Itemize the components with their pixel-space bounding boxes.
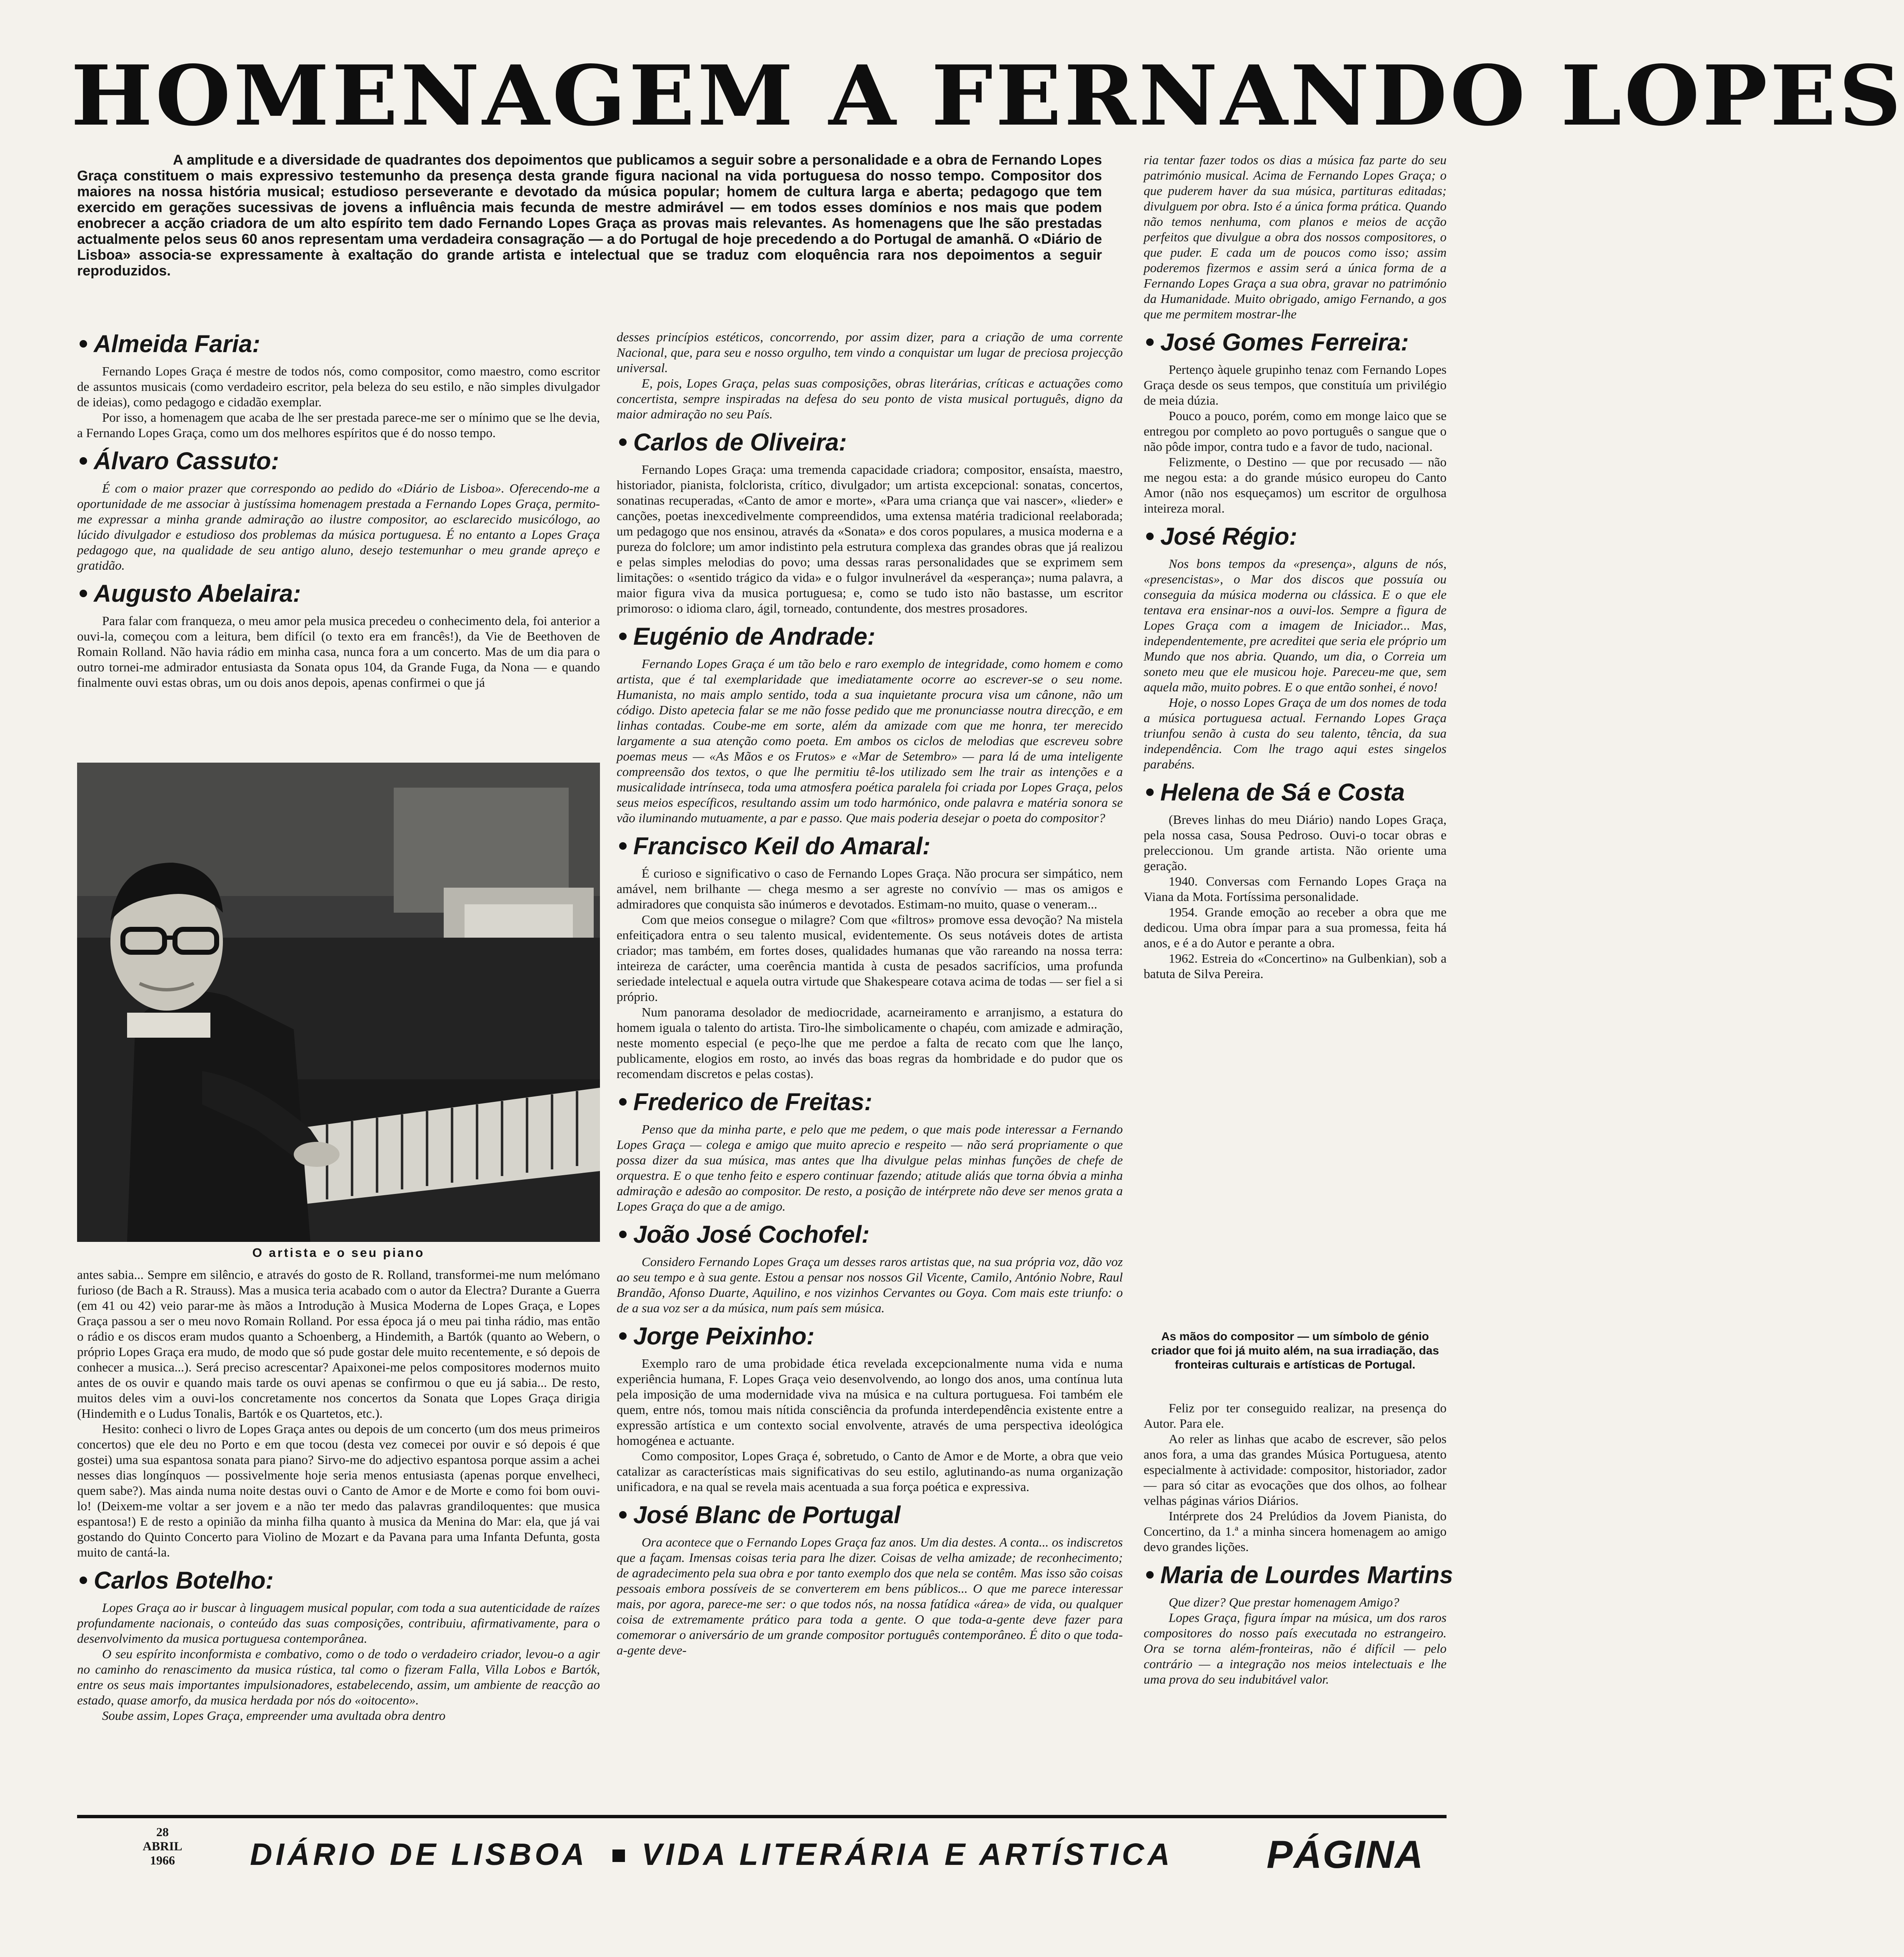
- paragraph: Fernando Lopes Graça é um tão belo e raro exemplo de integridade, como homem e como artista, que é tal exemplaridade que imediatamente ocorre ao escrever-se o seu nome. Humanista, no mais amplo sentido, toda a sua inquietante procura visa um cânone, não um código. Disto apetecia falar se me não fosse pedido que me pronunciasse noutra direcção, e em linhas contadas. Coube-me em sorte, além da amizade com que me honra, ter merecido largamente a sua atenção como poeta. Em ambos os ciclos de melodias que escreveu sobre poemas meus — «As Mãos e os Frutos» e «Mar de Setembro» — para lá de uma inteligente compreensão dos textos, o que lhe permitiu tê-los utilizado sem lhe trair as intenções e a musicalidade intrínseca, toda uma atmosfera poética paralela foi criada por Lopes Graça, pelos seus meios específicos, resultando assim um todo harmónico, onde palavra e matéria sonora se vão iluminando mutuamente, a par e passo. Que mais poderia desejar o poeta do compositor?: [617, 656, 1123, 825]
- author-name: Francisco Keil do Amaral:: [633, 833, 931, 860]
- author-name: Jorge Peixinho:: [633, 1323, 815, 1350]
- column-1-top: [77, 329, 600, 758]
- bullet-icon: [619, 1231, 627, 1238]
- author-name: Frederico de Freitas:: [633, 1089, 872, 1116]
- paragraph: Lopes Graça, figura ímpar na música, um dos raros compositores do nosso país executada no estrangeiro. Ora se torna além-fronteiras, não é difícil — pelo contrário — a integração nos meios intelectuais e lhe uma prova do seu indubitável valor.: [1144, 1610, 1447, 1687]
- bullet-icon: [1146, 1571, 1154, 1579]
- section-heading: [77, 329, 600, 359]
- paragraph: 1962. Estreia do «Concertino» na Gulbenkian), sob a batuta de Silva Pereira.: [1144, 951, 1447, 981]
- bullet-icon: [619, 1098, 627, 1106]
- paragraph: Que dizer? Que prestar homenagem Amigo?: [1169, 1595, 1399, 1609]
- footer-rule: [77, 1815, 1447, 1818]
- section-heading: [617, 1321, 1123, 1351]
- square-separator-icon: [612, 1849, 625, 1862]
- paragraph: Pertenço àquele grupinho tenaz com Fernando Lopes Graça desde os seus tempos, que constituía um privilégio de meia dúzia.: [1144, 362, 1447, 408]
- paragraph: Fernando Lopes Graça é mestre de todos nós, como compositor, como maestro, como escritor de assuntos musicais (como verdadeiro escritor, pela beleza do seu estilo, e não simples divulgador de ideias), como pedagogo e cidadão exemplar.: [77, 364, 600, 409]
- paragraph: Felizmente, o Destino — que por recusado — não me negou esta: a do grande músico europeu do Canto Amor (não nos esqueçamos) um escritor de orgulhosa inteireza moral.: [1144, 455, 1447, 516]
- paragraph: É curioso e significativo o caso de Fernando Lopes Graça. Não procura ser simpático, nem amável, nem brilhante — chega mesmo a ser agreste no convívio — mas os amigos e admiradores que conquista são inúmeros e devotados. Estimam-no muito, quase o veneram...: [617, 866, 1123, 911]
- hands-photo-caption: As mãos do compositor — um símbolo de génio criador que foi já muito além, na sua irradiação, das fronteiras culturais e artísticas de Portugal.: [1151, 1330, 1439, 1371]
- paragraph: desses princípios estéticos, concorrendo, por assim dizer, para a criação de uma corrente Nacional, que, para seu e nosso orgulho, tem vindo a conquistar um lugar de preciosa projecção universal.: [617, 330, 1123, 375]
- photo-image: [77, 763, 600, 1242]
- author-name: José Régio:: [1160, 523, 1297, 550]
- paragraph: Fernando Lopes Graça: uma tremenda capacidade criadora; compositor, ensaísta, maestro, historiador, pianista, folclorista, crítico, divulgador; um artista excepcional: sonatas, concertos, sonatinas recuperadas, «Canto de amor e morte», «Para uma criança que vai nascer», «lieder» e canções, poetas inexcedivelmente compreendidos, uma extensa matéria tradicional reelaborada; um pedagogo que nos ensinou, através da «Sonata» e dos coros populares, a musica moderna e a pureza do folclore; um amor indistinto pela estrutura complexa das grandes obras que já realizou e pelas simples melodias do povo; uma dessas raras personalidades que se exprimem sem limitações: o «sentido trágico da vida» e o fulgor invulnerável da «esperança»; numa palavra, a maior figura viva da musica portuguesa; e, como se tudo isto não bastasse, um escritor primoroso: o idioma claro, ágil, torneado, contundente, dos mestres prosadores.: [617, 462, 1123, 616]
- paragraph: Pouco a pouco, porém, como em monge laico que se entregou por completo ao povo português o sangue que o não pôde impor, contra tudo e a favor de tudo, nacional.: [1144, 408, 1447, 454]
- column-3-top: [1144, 152, 1447, 1319]
- paragraph: E, pois, Lopes Graça, pelas suas composições, obras literárias, críticas e actuações como concertista, sempre inspiradas na defesa do seu ponto de vista musical português, digno da maior admiração no seu País.: [617, 376, 1123, 421]
- column-3-bottom: [1144, 1400, 1453, 1809]
- paragraph: Intérprete dos 24 Prelúdios da Jovem Pianista, do Concertino, da 1.ª a minha sincera homenagem ao amigo devo grandes lições.: [1144, 1509, 1447, 1554]
- date-year: 1966: [150, 1854, 175, 1867]
- author-name: José Gomes Ferreira:: [1160, 329, 1409, 356]
- paragraph: Hesito: conheci o livro de Lopes Graça antes ou depois de um concerto (um dos meus primeiros concertos) que ele deu no Porto e em que tocou (desta vez comecei por ouvir e só depois é que gostei) uma sua espantosa sonata para piano? Sirvo-me do adjectivo espantosa porque assim a achei nesses dias longínquos — possivelmente hoje seria menos entusiasta (apenas porque envelheci, quem sabe?). Mas ainda numa noite destas ouvi o Canto de Amor e de Morte e como foi bom ouvi-lo! (Deixem-me voltar a ser jovem e a não ter medo das palavras grandiloquentes: que musica espantosa!) E de resto a opinião da minha filha quanto à musica da Menina do Mar: ela, que já vai gostando do Quinto Concerto para Violino de Mozart e da Pavana para uma Infanta Defunta, gosta muito de cantá-la.: [77, 1421, 600, 1559]
- section-heading: [77, 1566, 600, 1596]
- section-heading: [617, 428, 1123, 458]
- bullet-icon: [619, 1332, 627, 1340]
- section-heading: [617, 1220, 1123, 1250]
- author-name: Augusto Abelaira:: [94, 580, 301, 607]
- author-name: Maria de Lourdes Martins: [1160, 1562, 1453, 1589]
- section-heading: [1144, 778, 1447, 808]
- date-month: ABRIL: [142, 1839, 182, 1853]
- paragraph: Com que meios consegue o milagre? Com que «filtros» promove essa devoção? Na mistela enfeitiçadora entra o seu talento musical, evidentemente. Os seus notáveis dotes de artista criador; mas também, em fortes doses, qualidades humanas que vão rareando na nossa terra: inteireza de carácter, uma coerência mantida à custa de pesados sacrifícios, uma profunda seriedade intelectual e aquela outra virtude que Shakespeare cotava acima de todas — ser fiel a si próprio.: [617, 912, 1123, 1004]
- author-name: Carlos de Oliveira:: [633, 429, 847, 456]
- author-name: Carlos Botelho:: [94, 1567, 274, 1594]
- bullet-icon: [1146, 533, 1154, 540]
- paragraph: 1954. Grande emoção ao receber a obra que me dedicou. Uma obra ímpar para a sua promessa, feita há anos, e é a do Autor e perante a obra.: [1144, 905, 1447, 950]
- section-heading: [1144, 328, 1447, 358]
- paragraph: Considero Fernando Lopes Graça um desses raros artistas que, na sua própria voz, dão voz ao seu tempo e à sua gente. Estou a pensar nos nossos Gil Vicente, Camilo, António Nobre, Raul Brandão, Afonso Duarte, Aquilino, e nos vizinhos Cervantes ou Goya. Com mais este triunfo: o de a sua voz ser a da música, num país sem música.: [617, 1254, 1123, 1315]
- bullet-icon: [80, 590, 87, 597]
- intro-lead: A amplitude e a diversidade de quadrantes dos depoimentos que publicamos a seguir sobre a personalidade e a obra de Fernando Lopes Graça constituem o mais expressivo testemunho da presença desta grande figura nacional na vida portuguesa do nosso tempo. Compositor dos maiores na nossa história musical; estudioso perseverante e devotado da música popular; homem de cultura larga e aberta; pedagogo que tem exercido em gerações sucessivas de jovens a influência mais fecunda de mestre admirável — em todos esses domínios e nos mais que podem enobrecer a acção criadora de um alto espírito tem dado Fernando Lopes Graça as provas mais relevantes. As homenagens que lhe são prestadas actualmente pelos seus 60 anos representam uma verdadeira consagração — a do Portugal de hoje precedendo a do Portugal de amanhã. O «Diário de Lisboa» associa-se expressamente à exaltação do grande artista e intelectual que se traduz com eloquência rara nos depoimentos a seguir reproduzidos.: [77, 152, 1102, 279]
- author-name: Eugénio de Andrade:: [633, 623, 876, 650]
- photo-artist-at-piano: [77, 763, 600, 1242]
- section-heading: [617, 831, 1123, 861]
- paragraph: Nos bons tempos da «presença», alguns de nós, «presencistas», o Mar dos discos que possuía ou conseguia da música moderna ou clássica. E o que ele tentava era ensinar-nos a ouvi-los. Sempre a figura de Lopes Graça com a imagem de Iniciador... Mas, independentemente, pre acreditei que seria ele próprio um Mundo que nos abria. Quando, um dia, o Correia um soneto meu que ele musicou hoje. Pareceu-me que, sem aquela mão, muito pobres. E o que então sonhei, é novo!: [1144, 556, 1447, 694]
- paragraph: Exemplo raro de uma probidade ética revelada excepcionalmente numa vida e numa experiência humana, F. Lopes Graça veio desenvolvendo, ao longo dos anos, uma contínua luta pela imposição de uma modernidade viva na música e na cultura portuguesa. Foi também ele quem, entre nós, tomou mais nítida consciência da profunda interdependência existente entre a expressão artística e um contexto social envolvente, através de uma perspectiva ideológica homogénea e actuante.: [617, 1356, 1123, 1448]
- author-name: Almeida Faria:: [94, 330, 260, 358]
- paragraph: antes sabia... Sempre em silêncio, e através do gosto de R. Rolland, transformei-me num melómano furioso (de Bach a R. Strauss). Mas a musica teria acabado com o autor da Electra? Durante a Guerra (em 41 ou 42) veio parar-me às mãos a Introdução à Musica Moderna de Lopes Graça, e Lopes Graça passou a ser o meu novo Romain Rolland. Por essa época já o meu pai tinha rádio, mas então o rádio e os discos eram mudos quanto a Schoenberg, a Hindemith, a Bartók (quanto ao Webern, o próprio Lopes Graça era mudo, de modo que só pude gostar dele muito recentemente, e só depois de conhecer a musica...). Será preciso acrescentar? Apaixonei-me pelos compositores modernos muito antes de os ouvir e quando mais tarde os ouvi apenas se confirmou o que eu já sabia... De resto, muitos deles vim a ouvi-los concretamente nos concertos da Sonata que Lopes Graça dirigia (Hindemith e o Ludus Tonalis, Bartók e os Quartetos, etc.).: [77, 1267, 600, 1421]
- section-heading: [77, 446, 600, 476]
- section-heading: [1144, 522, 1447, 552]
- footer-page-label: PÁGINA: [1267, 1832, 1424, 1876]
- author-name: Álvaro Cassuto:: [94, 448, 279, 475]
- section-heading: [77, 579, 600, 609]
- column-1-bottom: [77, 1267, 600, 1809]
- author-name: João José Cochofel:: [633, 1221, 870, 1248]
- paragraph: Por isso, a homenagem que acaba de lhe ser prestada parece-me ser o mínimo que se lhe devia, a Fernando Lopes Graça, como um dos melhores espíritos que é do nosso tempo.: [77, 410, 600, 440]
- bullet-icon: [619, 438, 627, 446]
- paragraph: (Breves linhas do meu Diário) nando Lopes Graça, pela nossa casa, Sousa Pedroso. Ouvi-o tocar obras e preleccionou. Um grande artista. Não oriente uma geração.: [1144, 812, 1447, 873]
- paragraph: Penso que da minha parte, e pelo que me pedem, o que mais pode interessar a Fernando Lopes Graça — colega e amigo que muito aprecio e respeito — não será propriamente o que possa dizer da sua música, mas antes que lha divulgue pelas minhas funções de chefe de orquestra. E o que tenho feito e espero continuar fazendo; atitude aliás que torna óbvia a minha admiração e adesão ao compositor. De resto, a posição de intérprete não deve ser menos grata a Lopes Graça do que a de amigo.: [617, 1122, 1123, 1214]
- headline: HOMENAGEM A FERNANDO LOPES: [71, 47, 1904, 144]
- author-name: José Blanc de Portugal: [633, 1502, 901, 1529]
- section-heading: [617, 1500, 1123, 1530]
- paragraph: ria tentar fazer todos os dias a música faz parte do seu património musical. Acima de Fernando Lopes Graça; o que puderem haver da sua música, partituras editadas; divulguem por obra. Isto é a única forma prática. Quando não temos nenhuma, com planos e meios de acção perfeitos que divulgue a obra dos nossos compositores, o que puder. E cada um de poucos como isso; assim poderemos fizermos e assim será a única forma de a Fernando Lopes Graça a sua obra, gravar no património da Humanidade. Muito obrigado, amigo Fernando, a gos que me permitem mostrar-lhe: [1144, 153, 1447, 321]
- bullet-icon: [80, 457, 87, 465]
- bullet-icon: [619, 633, 627, 640]
- bullet-icon: [80, 1577, 87, 1584]
- paragraph: Ao reler as linhas que acabo de escrever, são pelos anos fora, a uma das grandes Música Portuguesa, atento especialmente à actividade: compositor, historiador, zador — para só citar as evocações que dos olhos, ao folhear velhas páginas vários Diários.: [1144, 1431, 1447, 1508]
- paragraph: Hoje, o nosso Lopes Graça de um dos nomes de toda a música portuguesa actual. Fernando Lopes Graça triunfou senão à custa do seu talento, tência, da sua independência. Com lhe trago aqui estes singelos parabéns.: [1144, 695, 1447, 771]
- paragraph: Soube assim, Lopes Graça, empreender uma avultada obra dentro: [102, 1708, 446, 1723]
- paragraph: O seu espírito inconformista e combativo, como o de todo o verdadeiro criador, levou-o a agir no caminho do renascimento da musica rústica, tal como o fizeram Falla, Villa Lobos e Bartók, entre os seus mais importantes impulsionadores, estabelecendo, assim, um ambiente de reacção ao estado, quase amorfo, da musica herdada por nós do «oitocento».: [77, 1647, 600, 1707]
- column-2: [617, 329, 1123, 1809]
- bullet-icon: [619, 1511, 627, 1519]
- paragraph: Num panorama desolador de mediocridade, acarneiramento e arranjismo, a estatura do homem iguala o talento do artista. Tiro-lhe simbolicamente o chapéu, com amizade e admiração, neste momento especial (e peço-lhe que me perdoe a falta de recato com que lhe lanço, publicamente, elogios em rosto, ao invés das boas regras da hombridade e do pudor que os recomendam discretos e pelas costas).: [617, 1005, 1123, 1081]
- bullet-icon: [80, 340, 87, 348]
- footer-paper-name: DIÁRIO DE LISBOA: [250, 1837, 588, 1872]
- section-heading: [617, 622, 1123, 652]
- bullet-icon: [619, 842, 627, 850]
- photo-caption: O artista e o seu piano: [252, 1246, 425, 1260]
- section-heading: [1144, 1560, 1453, 1590]
- paragraph: 1940. Conversas com Fernando Lopes Graça na Viana da Mota. Fortíssima personalidade.: [1144, 874, 1447, 904]
- bullet-icon: [1146, 788, 1154, 796]
- section-heading: [617, 1087, 1123, 1117]
- bullet-icon: [1146, 338, 1154, 346]
- footer-date: [133, 1825, 192, 1868]
- paragraph: É com o maior prazer que correspondo ao pedido do «Diário de Lisboa». Oferecendo-me a oportunidade de me associar à justíssima homenagem prestada a Fernando Lopes Graça, permito-me expressar a minha grande admiração ao ilustre compositor, ao esclarecido musicólogo, ao lúcido divulgador e estudioso dos problemas da música portuguesa. É no entanto a Lopes Graça pedagogo que, na qualidade de seu antigo aluno, desejo testemunhar o meu grande apreço e gratidão.: [77, 481, 600, 573]
- paragraph: Como compositor, Lopes Graça é, sobretudo, o Canto de Amor e de Morte, a obra que veio catalizar as características mais significativas do seu estilo, aglutinando-as numa organização unificadora, e na qual se revela mais acentuada a sua força poética e expressiva.: [617, 1449, 1123, 1494]
- paragraph: Ora acontece que o Fernando Lopes Graça faz anos. Um dia destes. A conta... os indiscretos que a façam. Imensas coisas teria para lhe dizer. Coisas de velha amizade; de reconhecimento; de agradecimento pela sua obra e por tanto exemplo dos que nela se contêm. Mas isso são coisas pessoais embora possíveis de se converterem em bens públicos... O que me parece interessar mais, por agora, parece-me ser: o que todos nós, na nossa fatídica «área» de vida, ou qualquer coisa de extremamente prático para toda a gente. O que toda-a-gente deve fazer para comemorar o aniversário de um grande compositor português contemporâneo. É dito o que toda-a-gente deve-: [617, 1535, 1123, 1657]
- date-day: 28: [156, 1825, 169, 1839]
- author-name: Helena de Sá e Costa: [1160, 779, 1405, 806]
- paragraph: Para falar com franqueza, o meu amor pela musica precedeu o conhecimento dela, foi anterior a ouvi-la, começou com a leitura, bem difícil (o texto era em francês!), da Vie de Beethoven de Romain Rolland. Não havia rádio em minha casa, nunca fora a um concerto. Mas de um dia para o outro tornei-me admirador entusiasta da Sonata opus 104, da Grande Fuga, da Nona — e quando finalmente ouvi estas obras, um ou dois anos depois, apenas confirmei o que já: [77, 613, 600, 690]
- footer-section-name: VIDA LITERÁRIA E ARTÍSTICA: [642, 1837, 1173, 1872]
- paragraph: Feliz por ter conseguido realizar, na presença do Autor. Para ele.: [1144, 1401, 1447, 1431]
- paragraph: Lopes Graça ao ir buscar à linguagem musical popular, com toda a sua autenticidade de raízes profundamente nacionais, o conteúdo das suas composições, contribuiu, afirmativamente, para o desenvolvimento da musica portuguesa contemporânea.: [77, 1600, 600, 1646]
